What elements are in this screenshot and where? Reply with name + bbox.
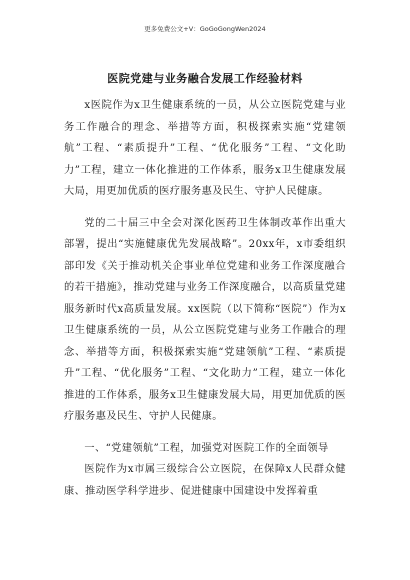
document-body [64, 95, 346, 502]
section-heading-1: 一、“党建领航”工程，加强党对医院工作的全面领导 [84, 442, 329, 454]
document-title: 医院党建与业务融合发展工作经验材料 [107, 72, 303, 85]
header-note: 更多免费公文+V：GoGoGongWen2024 [144, 25, 266, 33]
paragraph-section-1: 医院作为x市属三级综合公立医院，在保障x人民群众健康、推动医学科学进步、促进健康中国建设中发挥着重 [64, 464, 346, 497]
paragraph-background: 党的二十届三中全会对深化医药卫生体制改革作出重大部署，提出“实施健康优先发展战略”。20xx年，x市委组织部印发《关于推动机关企事业单位党建和业务工作深度融合的若干措施》，推动党建与业务工作深度融合，以高质量党建服务新时代x高质量发展。xx医院（以下简称“医院”）作为x卫生健康系统的一员，从公立医院党建与业务工作融合的理念、举措等方面，积极探索实施“党建领航”工程、“素质提升”工程、“优化服务”工程、“文化助力”工程，建立一体化推进的工作体系，服务x卫生健康发展大局，用更加优质的医疗服务惠及民生、守护人民健康。 [64, 217, 346, 422]
paragraph-intro: x医院作为x卫生健康系统的一员，从公立医院党建与业务工作融合的理念、举措等方面，积极探索实施“党建领航”工程、“素质提升”工程、“优化服务”工程、“文化助力”工程，建立一体化推进的工作体系，服务x卫生健康发展大局，用更加优质的医疗服务惠及民生、守护人民健康。 [64, 100, 346, 197]
